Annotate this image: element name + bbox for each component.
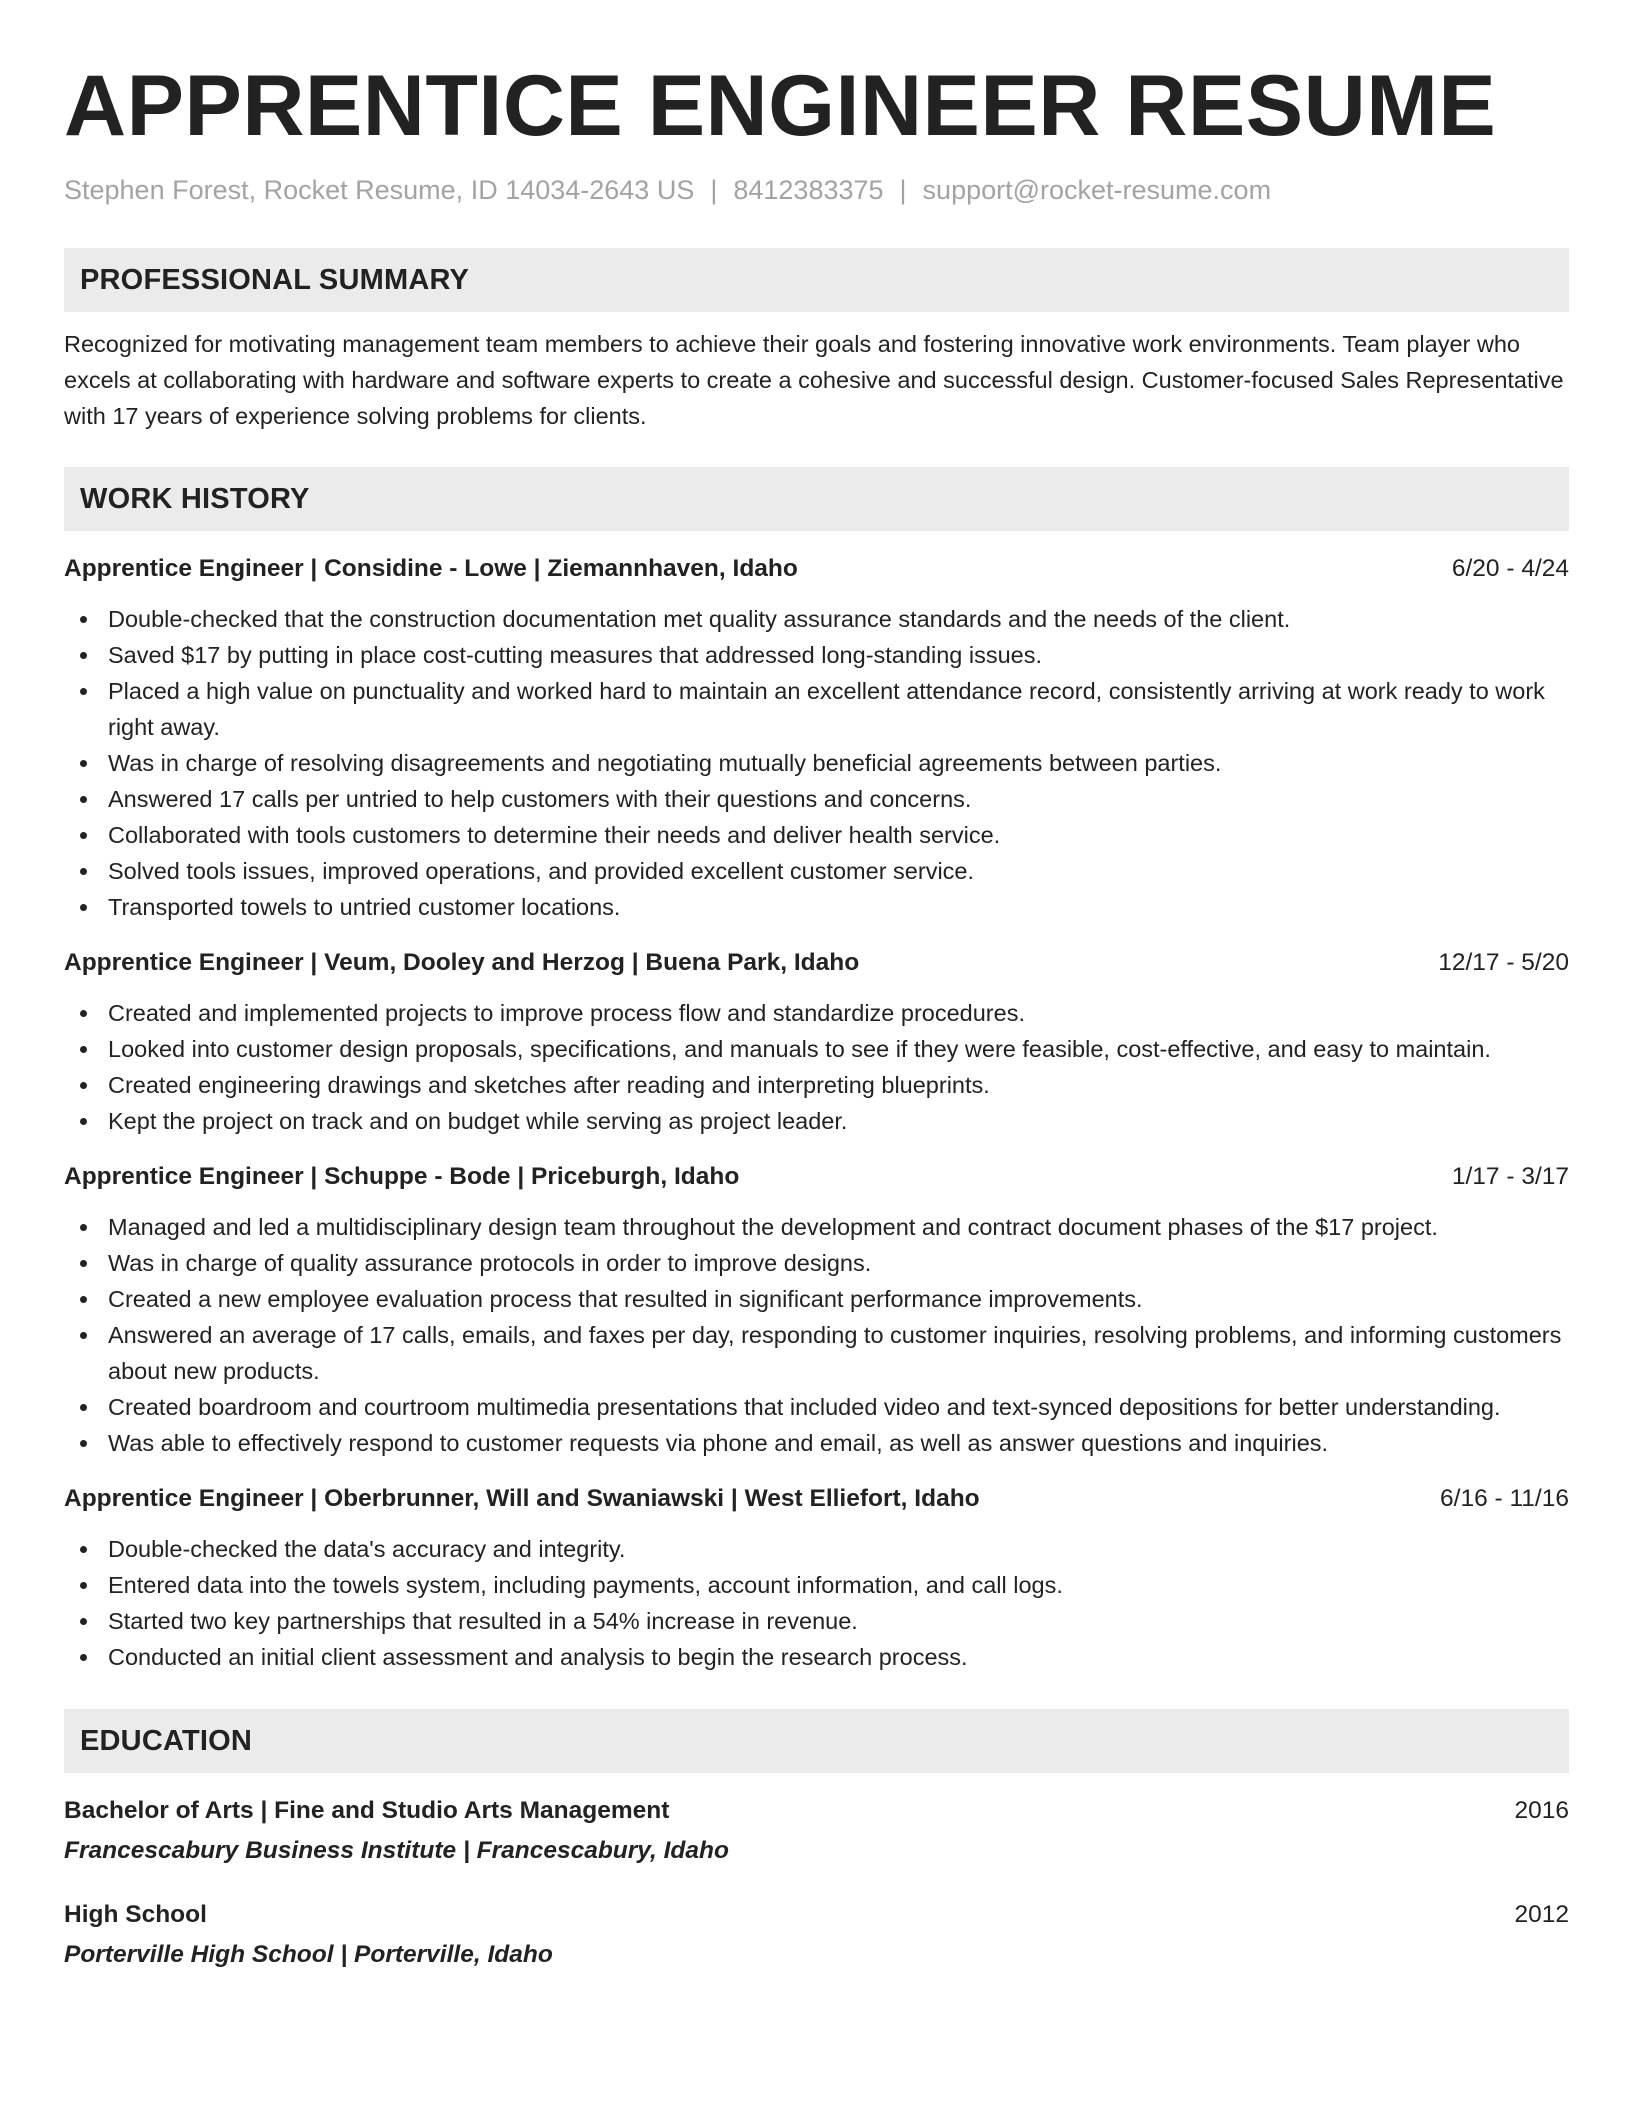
job-dates: 12/17 - 5/20 [1438,949,1569,976]
job-bullet: Answered 17 calls per untried to help customers with their questions and concerns. [64,781,1569,817]
job-bullet: Created boardroom and courtroom multimedia presentations that included video and text-synced depositions for better understanding. [64,1389,1569,1425]
job-entry [64,1159,1569,1461]
job-header [64,1481,1569,1517]
job-title: Apprentice Engineer | Schuppe - Bode | Priceburgh, Idaho [64,1163,740,1190]
job-bullet: Entered data into the towels system, including payments, account information, and call logs. [64,1567,1569,1603]
job-bullet: Double-checked the data's accuracy and integrity. [64,1531,1569,1567]
job-bullet: Double-checked that the construction documentation met quality assurance standards and the needs of the client. [64,601,1569,637]
job-bullets [64,995,1569,1139]
job-bullet: Managed and led a multidisciplinary design team throughout the development and contract document phases of the $17 project. [64,1209,1569,1245]
job-entry [64,945,1569,1139]
job-bullet: Looked into customer design proposals, specifications, and manuals to see if they were feasible, cost-effective, and easy to maintain. [64,1031,1569,1067]
job-bullet: Collaborated with tools customers to determine their needs and deliver health service. [64,817,1569,853]
job-bullet: Created a new employee evaluation process that resulted in significant performance improvements. [64,1281,1569,1317]
job-bullet: Created engineering drawings and sketches after reading and interpreting blueprints. [64,1067,1569,1103]
job-bullet: Answered an average of 17 calls, emails, and faxes per day, responding to customer inquiries, resolving problems, and informing customers about new products. [64,1317,1569,1389]
job-dates: 1/17 - 3/17 [1451,1163,1569,1190]
job-title: Apprentice Engineer | Considine - Lowe | Ziemannhaven, Idaho [64,555,798,582]
job-bullet: Saved $17 by putting in place cost-cutting measures that addressed long-standing issues. [64,637,1569,673]
education-entry [64,1897,1569,1973]
education-school: Porterville High School | Porterville, Idaho [64,1941,553,1968]
contact-phone: 8412383375 [733,175,884,205]
job-bullet: Created and implemented projects to improve process flow and standardize procedures. [64,995,1569,1031]
job-dates: 6/16 - 11/16 [1440,1485,1569,1512]
job-header [64,945,1569,981]
education-school: Francescabury Business Institute | Francescabury, Idaho [64,1837,729,1864]
education-entry [64,1793,1569,1869]
resume-title: APPRENTICE ENGINEER RESUME [64,58,1497,154]
contact-separator: | [710,175,718,205]
job-title: Apprentice Engineer | Oberbrunner, Will and Swaniawski | West Elliefort, Idaho [64,1485,980,1512]
job-bullets [64,1209,1569,1461]
job-title: Apprentice Engineer | Veum, Dooley and Herzog | Buena Park, Idaho [64,949,860,976]
contact-line [64,172,1569,208]
work-history-section-header: WORK HISTORY [64,467,1569,531]
contact-email: support@rocket-resume.com [922,175,1272,205]
job-bullets [64,601,1569,925]
job-bullet: Was in charge of quality assurance protocols in order to improve designs. [64,1245,1569,1281]
contact-address: Stephen Forest, Rocket Resume, ID 14034-2643 US [64,175,695,205]
summary-section-header: PROFESSIONAL SUMMARY [64,248,1569,312]
job-bullet: Conducted an initial client assessment and analysis to begin the research process. [64,1639,1569,1675]
job-bullet: Placed a high value on punctuality and worked hard to maintain an excellent attendance record, consistently arriving at work ready to work right away. [64,673,1569,745]
contact-separator: | [899,175,907,205]
education-degree: High School [64,1901,207,1928]
education-year: 2016 [1514,1797,1569,1824]
job-entry [64,1481,1569,1675]
job-header [64,551,1569,587]
job-dates: 6/20 - 4/24 [1451,555,1569,582]
job-bullet: Solved tools issues, improved operations, and provided excellent customer service. [64,853,1569,889]
summary-text: Recognized for motivating management team members to achieve their goals and fostering innovative work environments. Team player who excels at collaborating with hardware and software experts to create a cohesive and successful design. Customer-focused Sales Representative with 17 years of experience solving problems for clients. [64,331,1564,429]
job-bullet: Transported towels to untried customer locations. [64,889,1569,925]
education-section-header: EDUCATION [64,1709,1569,1773]
education-year: 2012 [1514,1901,1569,1928]
job-header [64,1159,1569,1195]
job-bullet: Kept the project on track and on budget while serving as project leader. [64,1103,1569,1139]
education-header [64,1793,1569,1829]
job-bullet: Was able to effectively respond to customer requests via phone and email, as well as answer questions and inquiries. [64,1425,1569,1461]
education-header [64,1897,1569,1933]
job-bullets [64,1531,1569,1675]
job-entry [64,551,1569,925]
job-bullet: Started two key partnerships that resulted in a 54% increase in revenue. [64,1603,1569,1639]
education-degree: Bachelor of Arts | Fine and Studio Arts Management [64,1797,670,1824]
job-bullet: Was in charge of resolving disagreements and negotiating mutually beneficial agreements between parties. [64,745,1569,781]
